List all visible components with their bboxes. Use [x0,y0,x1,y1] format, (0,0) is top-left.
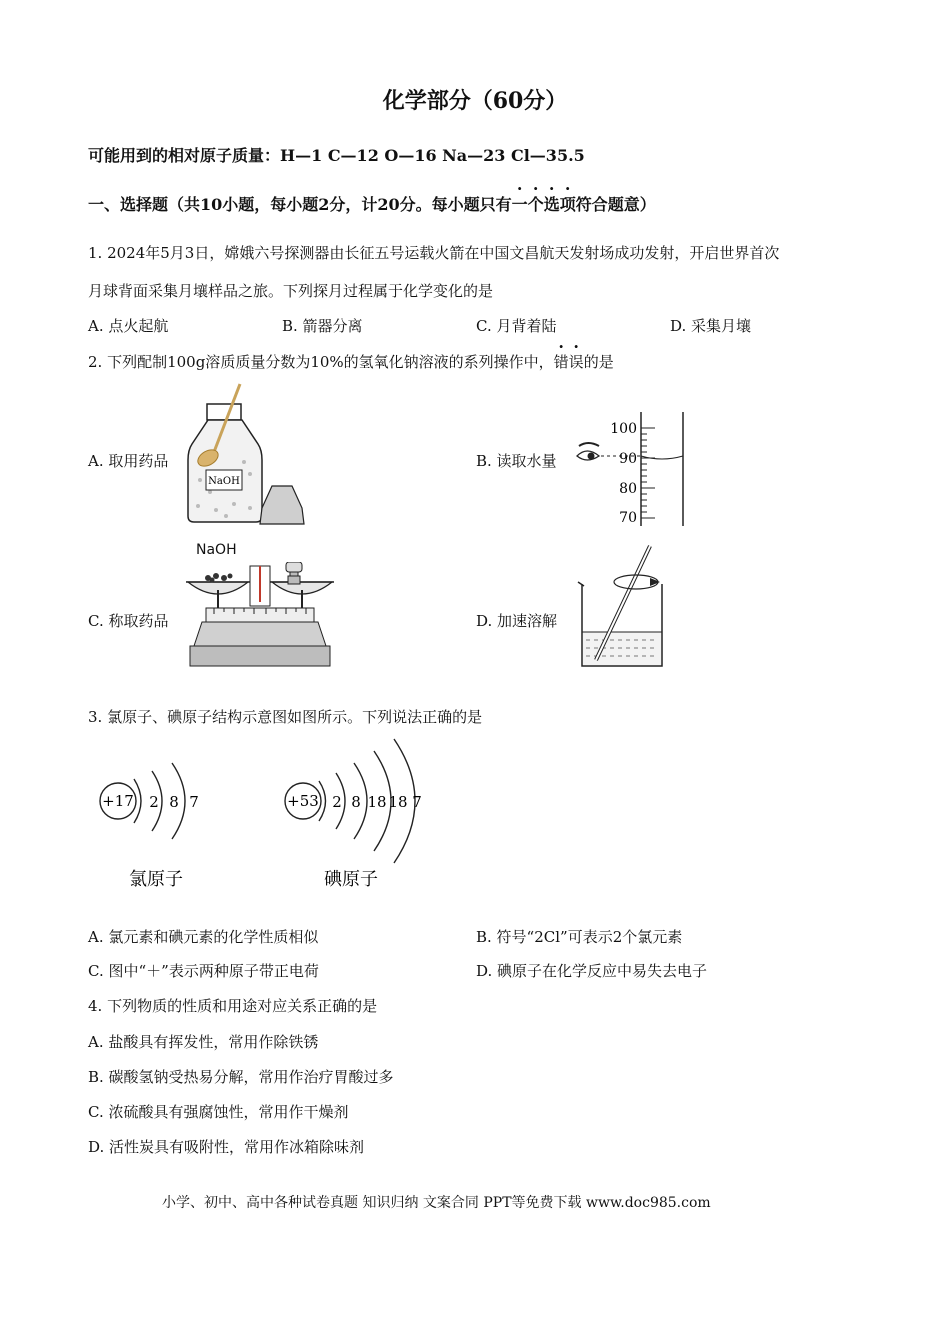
beaker-figure [570,540,690,672]
i-shell-electrons: 18 [388,793,408,811]
cl-shell-electrons: 8 [169,793,179,811]
cl-nucleus: +17 [102,792,134,810]
i-shell-electrons: 18 [367,793,387,811]
i-nucleus: +53 [287,792,319,810]
cylinder-tick: 80 [619,481,637,497]
q3-option-a: A. 氯元素和碘元素的化学性质相似 [88,928,319,946]
q3-option-d: D. 碘原子在化学反应中易失去电子 [476,962,708,980]
cl-shell-electrons: 7 [189,793,199,811]
cl-label: 氯原子 [129,869,183,890]
q4-option-a: A. 盐酸具有挥发性，常用作除铁锈 [88,1033,319,1051]
q1-option-c: C. 月背着陆 [476,317,557,335]
section-heading [88,192,656,215]
emphasis-char: 项 [559,195,576,214]
cl-shell-electrons: 2 [149,793,159,811]
section-heading-post: 符合题意） [575,195,656,214]
measuring-cylinder-figure [575,408,695,530]
q2-option-c: C. 称取药品 [88,612,169,630]
page-footer: 小学、初中、高中各种试卷真题 知识归纳 文案合同 PPT等免费下载 www.doc985.com [162,1195,711,1211]
q3-stem: 3. 氯原子、碘原子结构示意图如图所示。下列说法正确的是 [88,708,483,726]
emphasis-char: 错 [553,353,569,371]
emphasis-char: 误 [568,353,584,371]
q2-option-b: B. 读取水量 [476,452,557,470]
i-shell-electrons: 8 [351,793,361,811]
q4-option-d: D. 活性炭具有吸附性，常用作冰箱除味剂 [88,1138,365,1156]
q2-option-d: D. 加速溶解 [476,612,558,630]
bottle-label: NaOH [208,476,240,487]
q4-option-c: C. 浓硫酸具有强腐蚀性，常用作干燥剂 [88,1103,349,1121]
q2-stem-post: 的是 [583,353,614,371]
q3-option-b: B. 符号“2Cl”可表示2个氯元素 [476,928,683,946]
i-label: 碘原子 [324,869,378,890]
emphasis-char: 一 [511,195,528,214]
emphasis-char: 个 [527,195,544,214]
reagent-bottle-figure [180,380,320,528]
balance-figure [180,562,340,672]
atomic-masses: 可能用到的相对原子质量：H—1 C—12 O—16 Na—23 Cl—35.5 [88,146,585,165]
q1-option-d: D. 采集月壤 [670,317,752,335]
q1-stem-line1: 1. 2024年5月3日，嫦娥六号探测器由长征五号运载火箭在中国文昌航天发射场成功发射，开启世界首次 [88,244,780,262]
cylinder-tick: 100 [610,421,637,437]
q1-option-a: A. 点火起航 [88,317,169,335]
section-heading-pre: 一、选择题（共10小题，每小题2分，计20分。每小题只有 [88,195,512,214]
atomic-structure-figure [96,735,436,895]
page-title: 化学部分（60分） [382,88,568,114]
q2-stem [88,351,614,372]
q3-option-c: C. 图中“＋”表示两种原子带正电荷 [88,962,319,980]
q1-stem-line2: 月球背面采集月壤样品之旅。下列探月过程属于化学变化的是 [88,282,494,300]
i-shell-electrons: 7 [412,793,422,811]
emphasis-char: 选 [543,195,560,214]
i-shell-electrons: 2 [332,793,342,811]
q4-option-b: B. 碳酸氢钠受热易分解，常用作治疗胃酸过多 [88,1068,394,1086]
balance-naoh-label: NaOH [196,542,237,558]
q1-option-b: B. 箭器分离 [282,317,363,335]
cylinder-tick: 70 [619,510,637,526]
q4-stem: 4. 下列物质的性质和用途对应关系正确的是 [88,997,378,1015]
cylinder-tick: 90 [619,451,637,467]
q2-stem-pre: 2. 下列配制100g溶质质量分数为10%的氢氧化钠溶液的系列操作中， [88,353,554,371]
q2-option-a: A. 取用药品 [88,452,169,470]
